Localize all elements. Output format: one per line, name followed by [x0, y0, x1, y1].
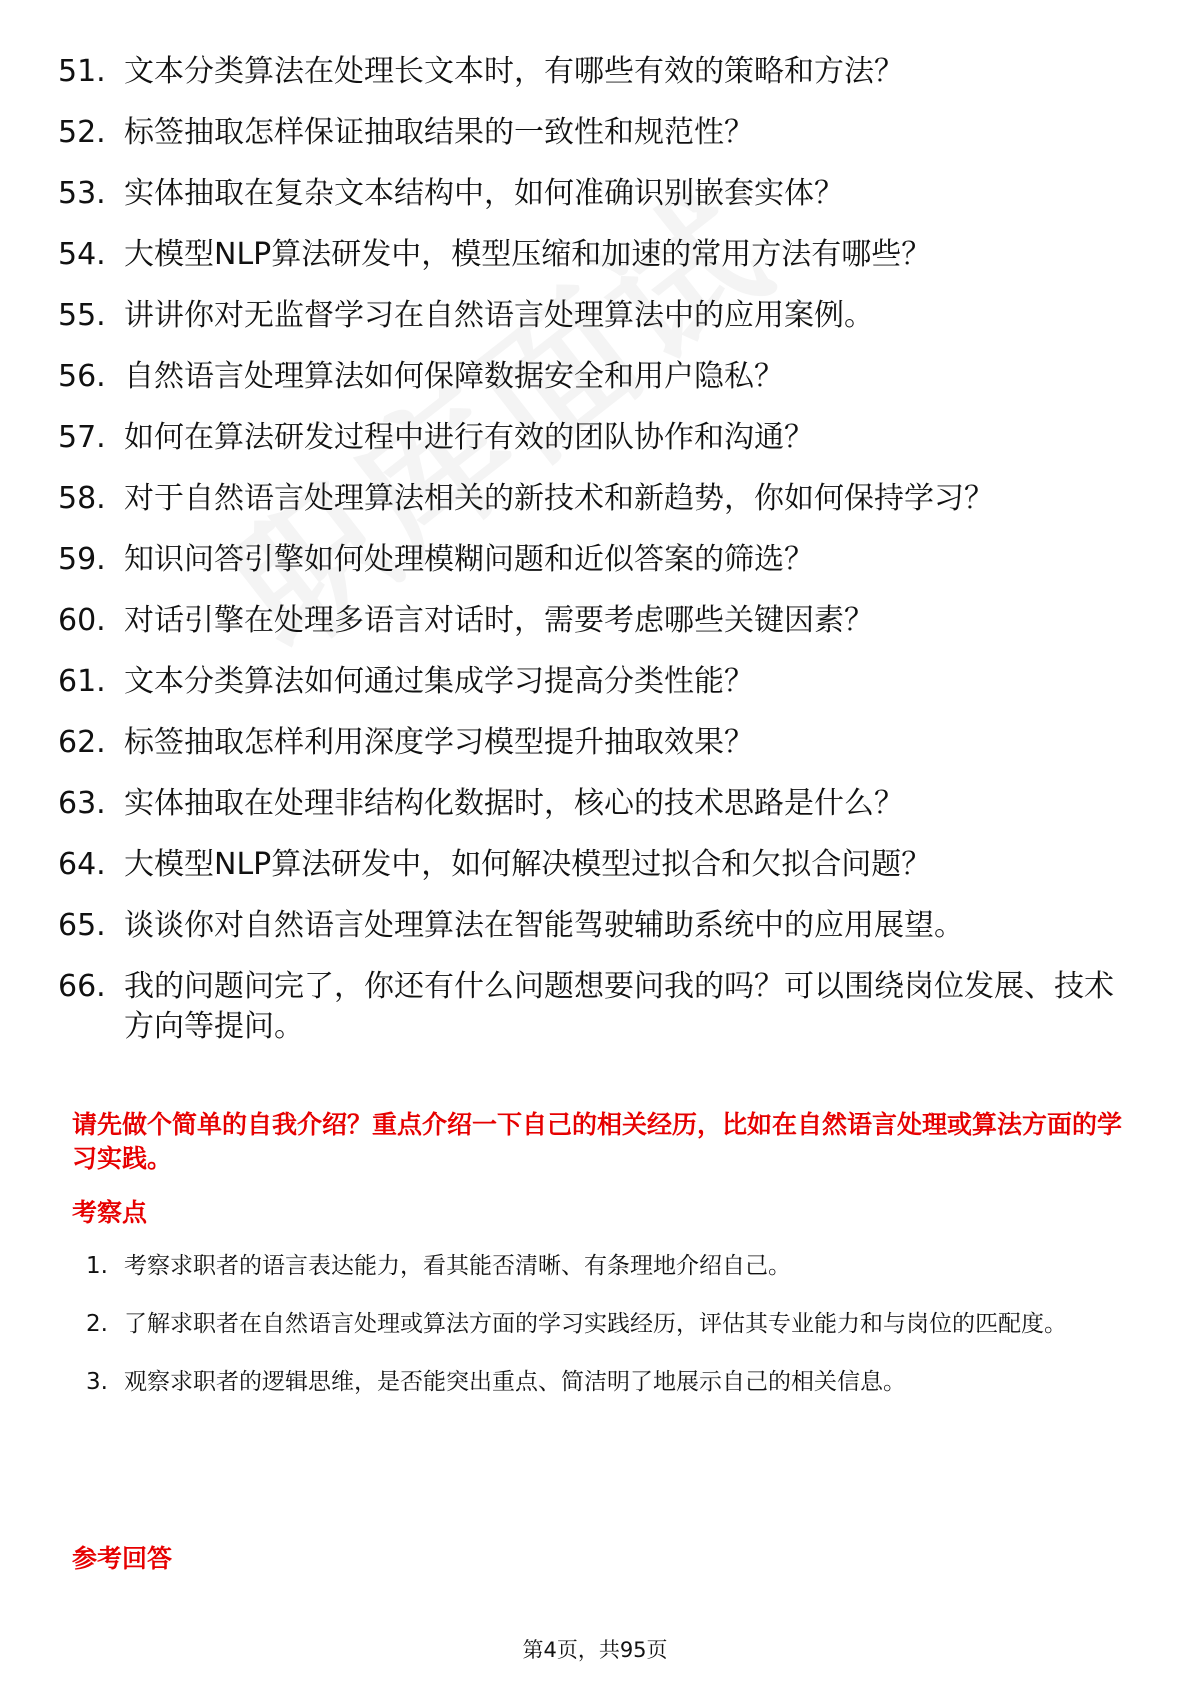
question-number: 55.: [58, 298, 106, 333]
question-number: 66.: [58, 969, 106, 1004]
question-item: [58, 723, 1138, 763]
question-number: 54.: [58, 237, 106, 272]
question-item: [58, 418, 1138, 458]
question-number: 60.: [58, 603, 106, 638]
section-question-heading: 请先做个简单的自我介绍？重点介绍一下自己的相关经历，比如在自然语言处理或算法方面的学习实践。: [72, 1110, 1123, 1173]
question-text: 谈谈你对自然语言处理算法在智能驾驶辅助系统中的应用展望。: [124, 908, 964, 943]
question-item: [58, 662, 1138, 702]
question-number: 57.: [58, 420, 106, 455]
question-number: 58.: [58, 481, 106, 516]
question-number: 62.: [58, 725, 106, 760]
question-text: 标签抽取怎样利用深度学习模型提升抽取效果？: [124, 725, 754, 760]
points-heading: 考察点: [72, 1198, 148, 1227]
question-text: 文本分类算法如何通过集成学习提高分类性能？: [124, 664, 754, 699]
answer-heading: 参考回答: [72, 1544, 173, 1573]
question-item: [58, 174, 1138, 214]
question-text: 讲讲你对无监督学习在自然语言处理算法中的应用案例。: [124, 298, 874, 333]
question-item: [58, 296, 1138, 336]
question-item: [58, 906, 1138, 946]
question-text: 实体抽取在处理非结构化数据时，核心的技术思路是什么？: [124, 786, 904, 821]
point-text: 考察求职者的语言表达能力，看其能否清晰、有条理地介绍自己。: [124, 1253, 791, 1279]
question-text: 实体抽取在复杂文本结构中，如何准确识别嵌套实体？: [124, 176, 844, 211]
question-list: [58, 52, 1138, 1068]
question-item: [58, 784, 1138, 824]
question-number: 64.: [58, 847, 106, 882]
question-text: 我的问题问完了，你还有什么问题想要问我的吗？可以围绕岗位发展、技术方向等提问。: [124, 969, 1114, 1044]
question-number: 52.: [58, 115, 106, 150]
question-number: 53.: [58, 176, 106, 211]
question-text: 如何在算法研发过程中进行有效的团队协作和沟通？: [124, 420, 814, 455]
points-list: [86, 1240, 1136, 1414]
question-text: 大模型NLP算法研发中，如何解决模型过拟合和欠拟合问题？: [124, 847, 932, 882]
question-item: [58, 235, 1138, 275]
page-footer: 第4页，共95页: [522, 1638, 668, 1662]
question-item: [58, 357, 1138, 397]
question-number: 61.: [58, 664, 106, 699]
question-item: [58, 601, 1138, 641]
question-number: 59.: [58, 542, 106, 577]
question-item: [58, 845, 1138, 885]
point-number: 1.: [86, 1253, 108, 1279]
point-item: [86, 1356, 1136, 1408]
question-number: 56.: [58, 359, 106, 394]
question-text: 自然语言处理算法如何保障数据安全和用户隐私？: [124, 359, 784, 394]
question-item: [58, 479, 1138, 519]
question-item: [58, 967, 1138, 1047]
question-item: [58, 540, 1138, 580]
question-text: 对于自然语言处理算法相关的新技术和新趋势，你如何保持学习？: [124, 481, 994, 516]
question-item: [58, 113, 1138, 153]
point-number: 3.: [86, 1369, 108, 1395]
point-item: [86, 1298, 1136, 1350]
question-text: 对话引擎在处理多语言对话时，需要考虑哪些关键因素？: [124, 603, 874, 638]
question-text: 知识问答引擎如何处理模糊问题和近似答案的筛选？: [124, 542, 814, 577]
question-item: [58, 52, 1138, 92]
point-text: 观察求职者的逻辑思维，是否能突出重点、简洁明了地展示自己的相关信息。: [124, 1369, 906, 1395]
point-item: [86, 1240, 1136, 1292]
question-text: 标签抽取怎样保证抽取结果的一致性和规范性？: [124, 115, 754, 150]
question-number: 65.: [58, 908, 106, 943]
point-text: 了解求职者在自然语言处理或算法方面的学习实践经历，评估其专业能力和与岗位的匹配度。: [124, 1311, 1067, 1337]
question-number: 63.: [58, 786, 106, 821]
point-number: 2.: [86, 1311, 108, 1337]
question-text: 文本分类算法在处理长文本时，有哪些有效的策略和方法？: [124, 54, 904, 89]
question-text: 大模型NLP算法研发中，模型压缩和加速的常用方法有哪些？: [124, 237, 932, 272]
question-number: 51.: [58, 54, 106, 89]
